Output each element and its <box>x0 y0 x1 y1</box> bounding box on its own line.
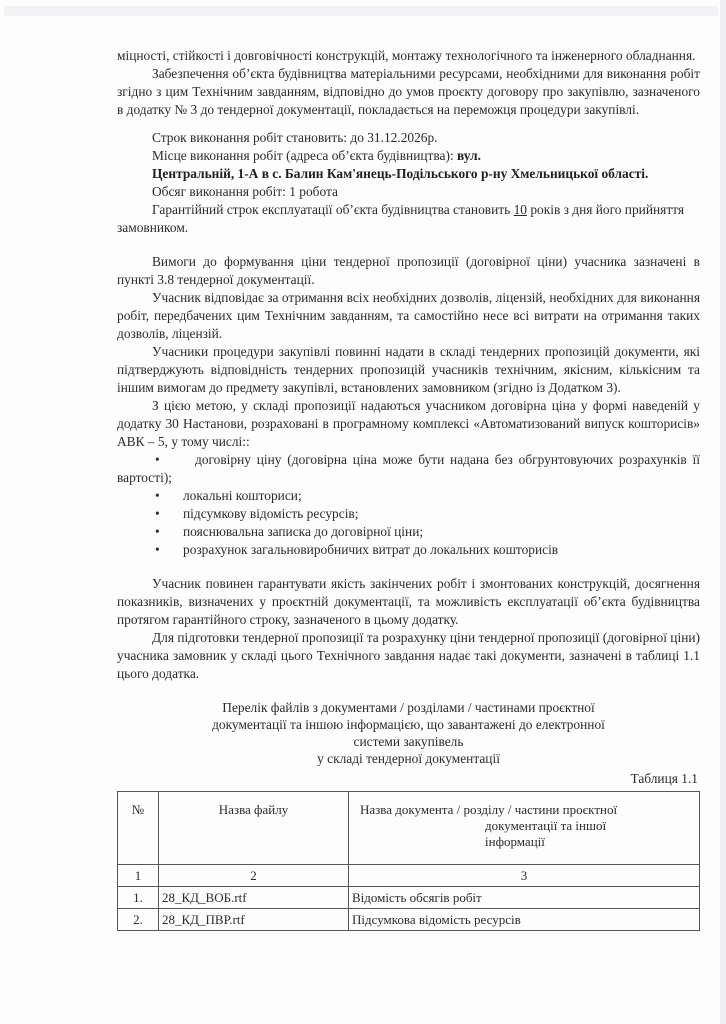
paragraph-strength: міцності, стійкості і довговічності конструкцій, монтажу технологічного та інженерного обладнання. <box>117 48 696 63</box>
table-row: 2. 28_КД_ПВР.rtf Підсумкова відомість ресурсів <box>118 909 700 931</box>
place-address-bold: Центральній, 1-А в с. Балин Кам'янець-Подільського р-ну Хмельницької області. <box>152 166 649 181</box>
volume-of-works: Обсяг виконання робіт: 1 робота <box>152 184 338 199</box>
place-address-start: вул. <box>457 148 482 163</box>
scan-edge <box>720 0 726 1024</box>
warranty-years: 10 <box>513 202 527 217</box>
list-item: • пояснювальна записка до договірної ціни; <box>155 524 424 539</box>
list-item: • підсумкову відомість ресурсів; <box>155 506 359 521</box>
table-label: Таблиця 1.1 <box>630 771 698 786</box>
paragraph-preparation: Для підготовки тендерної пропозиції та розрахунку ціни тендерної пропозиції (договірної ціни) учасника замовник у складі цього Технічного завдання надає такі документи, зазначені в таблиці 1.1 цього додатка. <box>117 630 700 681</box>
warranty-post: років з дня його прийняття замовником. <box>117 202 685 235</box>
place-of-works <box>117 147 700 165</box>
header-file: Назва файлу <box>159 792 349 865</box>
place-address <box>117 165 700 183</box>
table-column-numbers: 1 2 3 <box>118 865 700 887</box>
paragraph-purpose: З цією метою, у складі пропозиції надаються учасником договірна ціна у формі наведеній у додатку 30 Настанови, розраховані в програмному комплексі «Автоматизований випуск кошторисів» АВК – 5, у тому числі:: <box>117 398 700 449</box>
place-label: Місце виконання робіт (адреса об’єкта будівництва): <box>152 148 458 163</box>
list-item: • розрахунок загальновиробничих витрат до локальних кошторисів <box>155 542 559 557</box>
file-name: 28_КД_ПВР.rtf <box>159 909 349 931</box>
header-num: № <box>118 792 159 865</box>
doc-name: Відомість обсягів робіт <box>349 887 700 909</box>
file-name: 28_КД_ВОБ.rtf <box>159 887 349 909</box>
paragraph-documents: Учасники процедури закупівлі повинні надати в складі тендерних пропозицій документи, які підтверджують відповідність тендерних пропозицій учасників технічним, якісним, кількісним та іншим вимогам до предмету закупівлі, встановлених замовником (згідно із Додатком 3). <box>117 344 700 395</box>
paragraph-permits: Учасник відповідає за отримання всіх необхідних дозволів, ліцензій, необхідних для виконання робіт, передбачених цим Технічним завданням, та самостійно несе всі витрати на отримання таких дозволів, ліцензій. <box>117 290 700 341</box>
list-item: • договірну ціну (договірна ціна може бути надана без обгрунтовуючих розрахунків її вартості); <box>117 452 700 485</box>
table-header-row <box>118 792 700 865</box>
warranty-pre: Гарантійний строк експлуатації об’єкта будівництва становить <box>152 202 514 217</box>
document-page <box>117 47 700 931</box>
scan-artifact-band <box>4 6 718 16</box>
list-item: • локальні кошториси; <box>155 488 302 503</box>
bullet-icon: • <box>155 506 160 521</box>
bullet-icon: • <box>155 452 160 467</box>
bullet-icon: • <box>155 524 160 539</box>
paragraph-material-resources: Забезпечення об’єкта будівництва матеріальними ресурсами, необхідними для виконання робіт згідно з цим Технічним завданням, відповідно до умов проєкту договору про закупівлю, зазначеного в додатку № 3 до тендерної документації, покладається на переможця процедури закупівлі. <box>117 66 700 117</box>
table-caption: Перелік файлів з документами / розділами / частинами проєктної документації та іншою інформацією, що завантажені до електронної системи закупівель у складі тендерної документації <box>212 700 605 766</box>
files-table <box>117 791 700 931</box>
required-documents-list <box>117 451 700 559</box>
header-doc: Назва документа / розділу / частини проєктної документації та іншої інформації <box>349 792 700 865</box>
doc-name: Підсумкова відомість ресурсів <box>349 909 700 931</box>
paragraph-quality: Учасник повинен гарантувати якість закінчених робіт і змонтованих конструкцій, досягнення показників, визначених у проєктній документації, та можливість експлуатації об’єкта будівництва протягом гарантійного строку, зазначеного в цьому додатку. <box>117 576 700 627</box>
term-of-works: Строк виконання робіт становить: до 31.12.2026р. <box>152 130 438 145</box>
bullet-icon: • <box>155 488 160 503</box>
warranty-term <box>117 201 700 237</box>
paragraph-price-requirements: Вимоги до формування ціни тендерної пропозиції (договірної ціни) учасника зазначені в пункті 3.8 тендерної документації. <box>117 254 700 287</box>
bullet-icon: • <box>155 542 160 557</box>
table-row: 1. 28_КД_ВОБ.rtf Відомість обсягів робіт <box>118 887 700 909</box>
